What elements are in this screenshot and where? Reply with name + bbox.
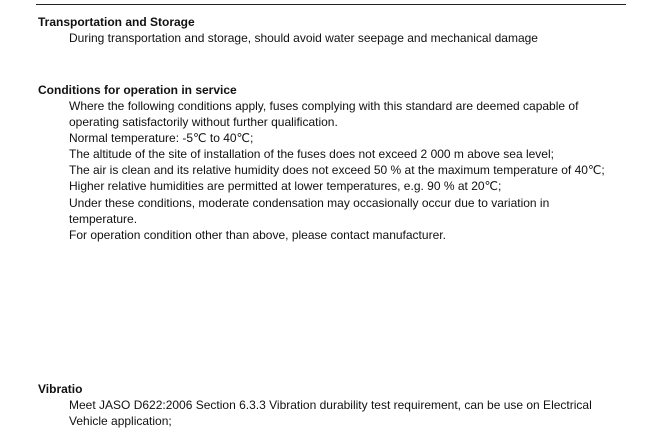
conditions-line: Under these conditions, moderate condensation may occasionally occur due to variation in — [69, 195, 550, 210]
conditions-line: The air is clean and its relative humidity does not exceed 50 % at the maximum temperature of 40℃; — [69, 163, 605, 178]
transport-line: During transportation and storage, should avoid water seepage and mechanical damage — [69, 31, 538, 45]
vibration-line: Vehicle application; — [69, 414, 172, 429]
transport-body — [38, 30, 618, 46]
conditions-body — [38, 98, 618, 243]
conditions-line: temperature. — [69, 211, 138, 226]
top-divider — [36, 4, 626, 5]
transport-section — [38, 14, 618, 46]
conditions-line: The altitude of the site of installation of the fuses does not exceed 2 000 m above sea level; — [69, 147, 554, 162]
vibration-body — [38, 397, 618, 429]
conditions-section — [38, 82, 618, 243]
vibration-line: Meet JASO D622:2006 Section 6.3.3 Vibration durability test requirement, can be use on Electrical — [69, 398, 592, 412]
conditions-line: operating satisfactorily without further qualification. — [69, 115, 338, 130]
conditions-heading: Conditions for operation in service — [38, 83, 237, 97]
conditions-line: Normal temperature: -5℃ to 40℃; — [69, 131, 254, 146]
vibration-section — [38, 381, 618, 429]
conditions-line: Higher relative humidities are permitted at lower temperatures, e.g. 90 % at 20℃; — [69, 179, 502, 194]
conditions-line: Where the following conditions apply, fuses complying with this standard are deemed capable of — [69, 99, 579, 113]
vibration-heading: Vibratio — [38, 382, 83, 396]
conditions-line: For operation condition other than above, please contact manufacturer. — [69, 227, 446, 242]
transport-heading: Transportation and Storage — [38, 15, 195, 29]
